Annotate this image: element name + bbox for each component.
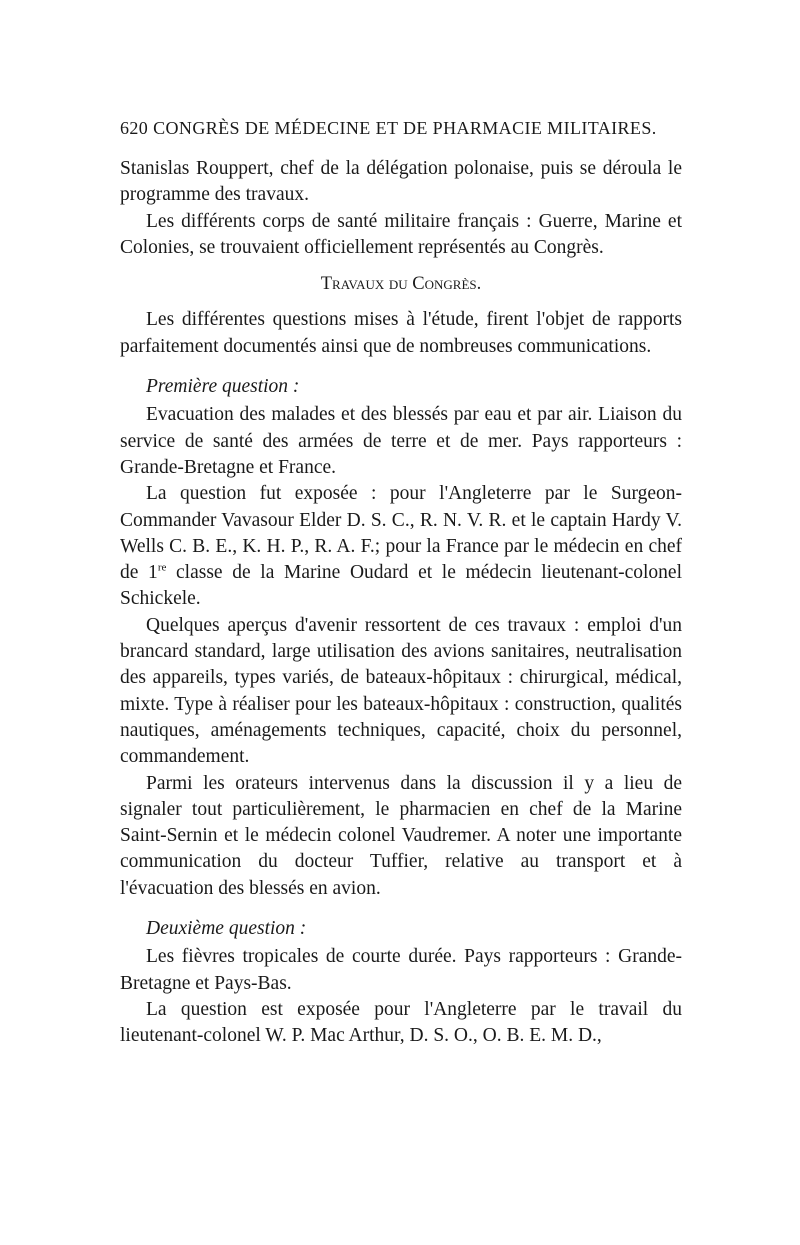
section-title: Travaux du Congrès. bbox=[320, 274, 482, 295]
paragraph-questions: Les différentes questions mises à l'étude, firent l'objet de rapports parfaitement documentés ainsi que de nombreuses communications. bbox=[120, 309, 682, 357]
paragraph-continuation: Stanislas Rouppert, chef de la délégation polonaise, puis se déroula le programme des travaux. bbox=[120, 158, 682, 206]
question-1-apercus: Quelques aperçus d'avenir ressortent de ces travaux : emploi d'un brancard standard, large utilisation des avions sanitaires, neutralisation des appareils, types variés, de bateaux-hôpitaux : chirurgical, médical, mixte. Type à réaliser pour les bateaux-hôpitaux : construction, qualités nautiques, aménagements techniques, capacité, choix du personnel, commandement. bbox=[120, 614, 682, 768]
question-1-heading: Première question : bbox=[146, 376, 300, 398]
question-1-rapporteurs-text-b: classe de la Marine Oudard et le médecin lieutenant-colonel Schickele. bbox=[120, 562, 682, 610]
running-header bbox=[120, 118, 680, 139]
page-number: 620 bbox=[120, 118, 149, 138]
question-2-expose: La question est exposée pour l'Angleterre par le travail du lieutenant-colonel W. P. Mac Arthur, D. S. O., O. B. E. M. D., bbox=[120, 998, 682, 1047]
question-2-heading: Deuxième question : bbox=[146, 918, 307, 940]
question-1-rapporteurs bbox=[120, 481, 682, 612]
ordinal-superscript: re bbox=[157, 561, 167, 574]
page-body bbox=[120, 156, 682, 1050]
question-2-topic: Les fièvres tropicales de courte durée. Pays rapporteurs : Grande-Bretagne et Pays-Bas. bbox=[120, 946, 682, 994]
paragraph-corps-de-sante: Les différents corps de santé militaire français : Guerre, Marine et Colonies, se trouvaient officiellement représentés au Congrès. bbox=[120, 210, 682, 258]
question-1-topic: Evacuation des malades et des blessés par eau et par air. Liaison du service de santé des armées de terre et de mer. Pays rapporteurs : Grande-Bretagne et France. bbox=[120, 404, 682, 478]
question-1-orateurs: Parmi les orateurs intervenus dans la discussion il y a lieu de signaler tout particulièrement, le pharmacien en chef de la Marine Saint-Sernin et le médecin colonel Vaudremer. A noter une importante communication du docteur Tuffier, relative au transport et à l'évacuation des blessés en avion. bbox=[120, 772, 682, 899]
question-1-rapporteurs-text-a: La question fut exposée : pour l'Angleterre par le Surgeon-Commander Vavasour Elder D. S. C., R. N. V. R. et le captain Hardy V. Wells C. B. E., K. H. P., R. A. F.; pour la France par le médecin en chef de 1 bbox=[120, 483, 682, 584]
running-title: CONGRÈS DE MÉDECINE ET DE PHARMACIE MILITAIRES. bbox=[153, 118, 657, 138]
